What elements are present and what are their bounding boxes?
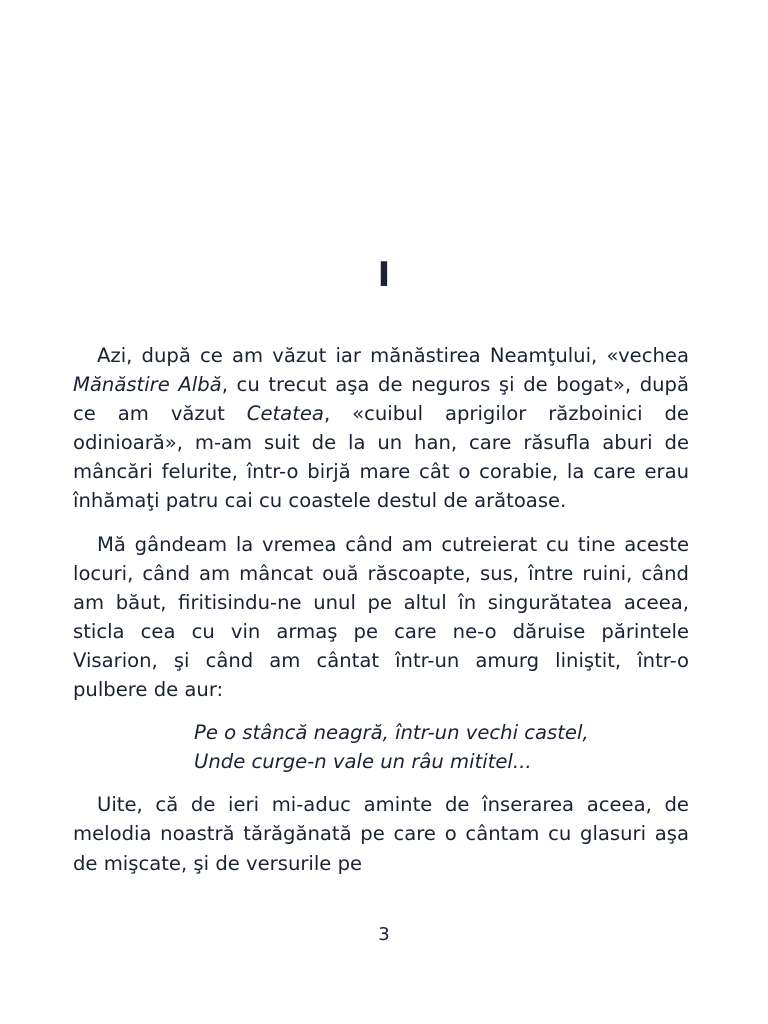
paragraph-1 — [73, 341, 689, 516]
paragraph-1-italic-manastire-alba: Mănăstire Albă — [73, 373, 222, 397]
verse-line: Unde curge-n vale un râu mititel... — [194, 750, 532, 774]
paragraph-1-italic-cetatea: Cetatea — [246, 402, 324, 426]
page-number: 3 — [378, 924, 390, 945]
chapter-body — [73, 341, 689, 892]
paragraph-1-text: , cu trecut aşa de neguros şi de bogat», după ce am văzut — [73, 373, 689, 426]
chapter-title: I — [377, 254, 391, 295]
verse-line: Pe o stâncă neagră, într-un vechi castel, — [194, 721, 589, 745]
paragraph-3-text: Uite, că de ieri mi-aduc aminte de înserarea aceea, de melodia noastră tărăgănată pe care o cântam cu glasuri aşa de mişcate, şi de versurile pe — [73, 793, 689, 875]
paragraph-3 — [73, 790, 689, 877]
paragraph-1-text: Azi, după ce am văzut iar mănăstirea Neamţului, «vechea — [97, 344, 689, 367]
verse-quote — [194, 718, 689, 776]
paragraph-2-text: Mă gândeam la vremea când am cutreierat cu tine aceste locuri, când am mâncat ouă răscoapte, sus, între ruini, când am băut, firitisindu-ne unul pe altul în singurătatea aceea, sticla cea cu vin armaş pe care ne-o dăruise părintele Visarion, şi când am cântat într-un amurg liniştit, într-o pulbere de aur: — [73, 532, 689, 702]
paragraph-2 — [73, 530, 689, 705]
paragraph-1-text: , «cuibul aprigilor războinici de odinioară», m-am suit de la un han, care răsufla aburi de mâncări felurite, într-o birjă mare cât o corabie, la care erau înhămaţi patru cai cu coastele destul de arătoase. — [73, 402, 689, 513]
